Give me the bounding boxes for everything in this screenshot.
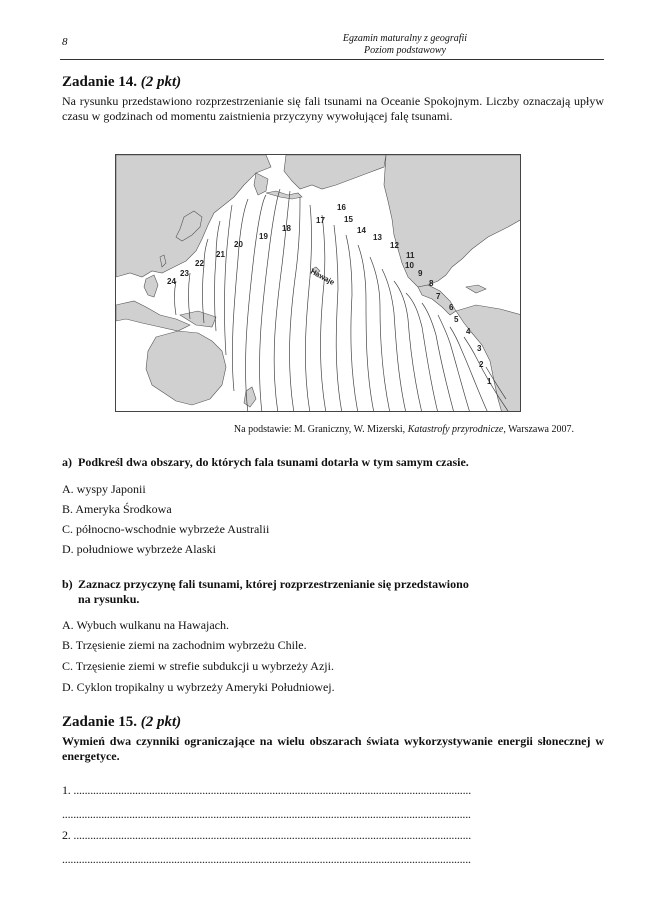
hour-label-22: 22 xyxy=(195,259,204,268)
hour-label-15: 15 xyxy=(344,215,353,224)
hour-label-24: 24 xyxy=(167,277,176,286)
hour-label-3: 3 xyxy=(477,344,482,353)
isochrone-12 xyxy=(334,225,342,412)
answer-line-1-cont[interactable]: .................................................................................................................................................. xyxy=(62,807,471,821)
part-b-option-c[interactable]: C. Trzęsienie ziemi w strefie subdukcji u wybrzeży Azji. xyxy=(62,659,334,673)
header-rule xyxy=(60,59,604,60)
part-b-option-d[interactable]: D. Cyklon tropikalny u wybrzeży Ameryki Południowej. xyxy=(62,680,335,694)
hour-label-9: 9 xyxy=(418,269,423,278)
hour-label-8: 8 xyxy=(429,279,434,288)
page-number: 8 xyxy=(62,36,68,48)
land-caribbean xyxy=(466,285,486,293)
task15-title: Zadanie 15. xyxy=(62,714,138,730)
page-header-title xyxy=(200,33,610,57)
hour-label-19: 19 xyxy=(259,232,268,241)
task15-points: (2 pkt) xyxy=(140,714,182,730)
part-b-option-a[interactable]: A. Wybuch wulkanu na Hawajach. xyxy=(62,618,230,632)
part-a-text: Podkreśl dwa obszary, do których fala tsunami dotarła w tym samym czasie. xyxy=(78,455,469,469)
isochrone-14 xyxy=(305,205,311,412)
hour-label-12: 12 xyxy=(390,241,399,250)
task14-intro: Na rysunku przedstawiono rozprzestrzenianie się fali tsunami na Oceanie Spokojnym. Liczby oznaczają upływ czasu w godzinach od momentu zaistnienia przyczyny wywołującej falę tsunami. xyxy=(62,94,604,123)
task15-heading xyxy=(62,714,181,731)
hour-label-7: 7 xyxy=(436,292,441,301)
part-a-option-c[interactable]: C. północno-wschodnie wybrzeże Australii xyxy=(62,522,270,536)
isochrone-20 xyxy=(225,205,233,355)
isochrone-7 xyxy=(394,281,422,412)
hour-label-1: 1 xyxy=(487,377,492,386)
source-prefix: Na podstawie: M. Graniczny, W. Mizerski, xyxy=(233,424,408,435)
task14-title: Zadanie 14. xyxy=(62,74,138,90)
isochrone-24 xyxy=(175,281,177,315)
part-a-option-b[interactable]: B. Ameryka Środkowa xyxy=(62,502,172,516)
hour-label-6: 6 xyxy=(449,303,454,312)
isochrone-22 xyxy=(203,239,209,323)
hour-label-21: 21 xyxy=(216,250,225,259)
isochrone-23 xyxy=(189,273,191,319)
part-b-text-line2: na rysunku. xyxy=(78,592,140,606)
answer-line-1[interactable]: 1. .............................................................................................................................................. xyxy=(62,783,472,797)
hour-label-10: 10 xyxy=(405,261,414,270)
land-aleutians xyxy=(266,191,302,199)
task14-part-a-question xyxy=(62,455,590,470)
isochrone-15 xyxy=(290,197,300,412)
part-b-text-line1: Zaznacz przyczynę fali tsunami, której rozprzestrzenianie się przedstawiono xyxy=(78,577,469,591)
part-a-option-a[interactable]: A. wyspy Japonii xyxy=(62,482,146,496)
part-a-label: a) xyxy=(62,455,72,469)
task14-part-b-question xyxy=(62,577,590,607)
header-title-line2: Poziom podstawowy xyxy=(364,45,446,56)
answer-line-2[interactable]: 2. .............................................................................................................................................. xyxy=(62,828,472,842)
land-kamchatka xyxy=(254,173,268,195)
land-alaska xyxy=(284,155,386,189)
task14-points: (2 pkt) xyxy=(140,74,182,90)
header-title-line1: Egzamin maturalny z geografii xyxy=(342,33,468,44)
part-b-option-b[interactable]: B. Trzęsienie ziemi na zachodnim wybrzeżu Chile. xyxy=(62,638,307,652)
land-indonesia xyxy=(116,301,190,331)
land-australia xyxy=(146,331,226,405)
hour-label-18: 18 xyxy=(282,224,291,233)
continents xyxy=(116,155,521,412)
source-suffix: , Warszawa 2007. xyxy=(503,424,574,435)
part-b-label: b) xyxy=(62,577,73,591)
task15-question: Wymień dwa czynniki ograniczające na wielu obszarach świata wykorzystywanie energii słonecznej w energetyce. xyxy=(62,734,604,763)
hour-label-17: 17 xyxy=(316,216,325,225)
map-source xyxy=(234,424,574,435)
isochrone-10 xyxy=(358,245,374,412)
hour-label-13: 13 xyxy=(373,233,382,242)
isochrone-13 xyxy=(321,215,327,412)
hour-label-20: 20 xyxy=(234,240,243,249)
isochrone-6 xyxy=(406,293,438,412)
tsunami-map xyxy=(115,154,521,412)
isochrone-17 xyxy=(260,189,280,412)
hour-label-23: 23 xyxy=(180,269,189,278)
source-title: Katastrofy przyrodnicze xyxy=(407,424,504,435)
hour-label-11: 11 xyxy=(406,251,415,260)
isochrone-21 xyxy=(215,221,221,331)
task14-heading xyxy=(62,74,181,91)
hour-label-16: 16 xyxy=(337,203,346,212)
part-a-option-d[interactable]: D. południowe wybrzeże Alaski xyxy=(62,542,216,556)
hour-label-4: 4 xyxy=(466,327,471,336)
answer-line-2-cont[interactable]: .................................................................................................................................................. xyxy=(62,852,471,866)
land-philippines xyxy=(144,275,158,297)
isochrone-11 xyxy=(346,235,358,412)
hour-label-14: 14 xyxy=(357,226,366,235)
hour-label-5: 5 xyxy=(454,315,459,324)
hour-label-2: 2 xyxy=(479,360,484,369)
land-south-america xyxy=(456,305,521,412)
hawaii-label: Hawaje xyxy=(309,266,337,287)
tsunami-map-svg xyxy=(116,155,521,412)
